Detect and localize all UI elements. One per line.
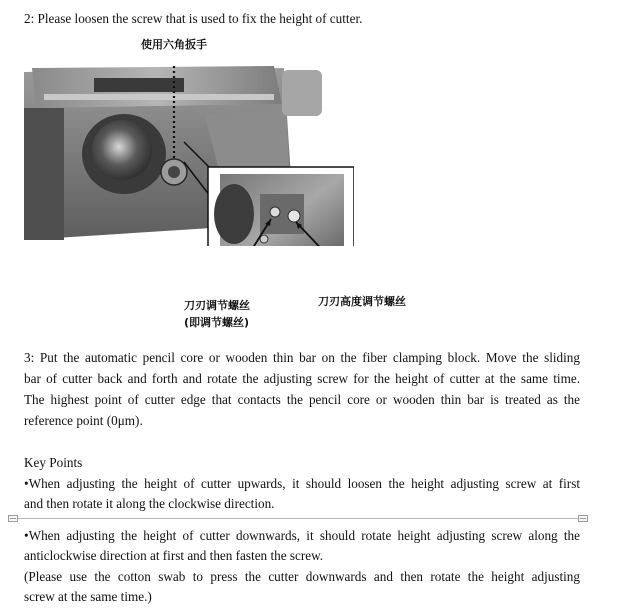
note-line: screw at the same time.) [24,589,152,604]
inset-blade-screw [270,207,280,217]
page-divider [14,518,586,519]
step-3-line: 3: Put the automatic pencil core or wooden thin bar on the fiber clamping block. Move the sliding [24,350,580,365]
key-point-1-line: and then rotate it along the clockwise direction. [24,496,275,511]
cutter-figure [24,64,354,246]
adjusting-screw-label: (即调节螺丝) [184,316,250,329]
cutter-slot [94,78,184,92]
step-3-line: bar of cutter back and forth and rotate the adjusting screw for the height of cutter at the same time. [24,371,580,386]
blade-screw-label: 刀刃调节螺丝 [184,299,250,312]
cutter-wheel [92,120,152,180]
note-line: (Please use the cotton swab to press the cutter downwards and then rotate the height adjusting [24,569,580,584]
step-3-line: The highest point of cutter edge that contacts the pencil core or wooden thin bar is treated as the [24,392,580,407]
inset-height-screw [288,210,300,222]
key-point-2-line: anticlockwise direction at first and then fasten the screw. [24,548,324,563]
step-2-text: 2: Please loosen the screw that is used to fix the height of cutter. [24,11,363,26]
key-points-title: Key Points [24,455,83,470]
cutter-rail [44,94,274,100]
step-3-line: reference point (0μm). [24,413,143,428]
screw-head [168,166,180,178]
cutter-side [24,108,64,240]
divider-handle-right[interactable] [578,515,588,522]
inset-wheel [214,184,254,244]
height-screw-label: 刀刃高度调节螺丝 [318,295,406,308]
key-point-1-line: •When adjusting the height of cutter upwards, it should loosen the height adjusting screw at first [24,476,580,491]
hex-wrench-label: 使用六角扳手 [141,38,207,51]
key-point-2-line: •When adjusting the height of cutter downwards, it should rotate height adjusting screw along the [24,528,580,543]
cutter-knob [282,70,322,116]
divider-handle-left[interactable] [8,515,18,522]
